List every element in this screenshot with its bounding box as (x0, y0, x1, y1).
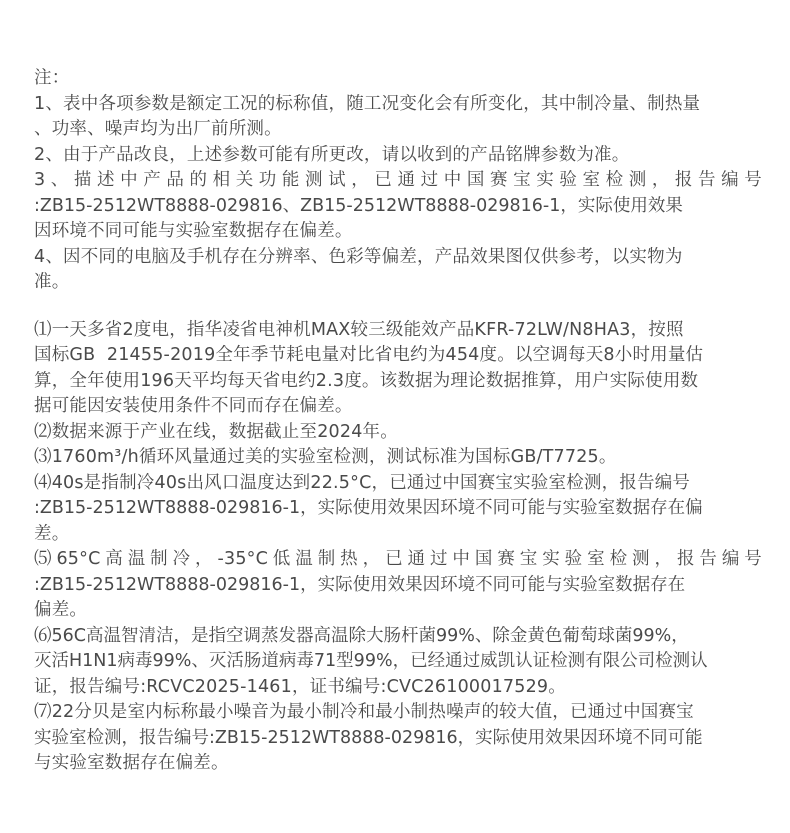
note-line: :ZB15-2512WT8888-029816、ZB15-2512WT8888-029816-1，实际使用效果 (34, 195, 683, 216)
footnote-line: ⑸65°C高温制冷，-35°C低温制热，已通过中国赛宝实验室检测，报告编号 (34, 549, 762, 569)
footnote-line: :ZB15-2512WT8888-029816-1，实际使用效果因环境不同可能与实验室数据存在偏 (34, 498, 703, 518)
footnote-line: 差。 (34, 523, 70, 544)
footnote-line: ⑵数据来源于产业在线，数据截止至2024年。 (34, 421, 398, 442)
note-line: 4、因不同的电脑及手机存在分辨率、色彩等偏差，产品效果图仅供参考，以实物为 (34, 246, 683, 267)
note-line: 3、描述中产品的相关功能测试，已通过中国赛宝实验室检测，报告编号 (34, 170, 762, 190)
footnote-line: 偏差。 (34, 600, 88, 620)
footnote-line: 算，全年使用196天平均每天省电约2.3度。该数据为理论数据推算，用户实际使用数 (34, 370, 699, 391)
footnote-line: :ZB15-2512WT8888-029816-1，实际使用效果因环境不同可能与实验室数据存在 (34, 574, 686, 595)
footnote-line: ⑶1760m³/h循环风量通过美的实验室检测，测试标准为国标GB/T7725。 (34, 447, 617, 467)
note-line: 因环境不同可能与实验室数据存在偏差。 (34, 221, 353, 241)
footnote-line: ⑺22分贝是室内标称最小噪音为最小制冷和最小制热噪声的较大值，已通过中国赛宝 (34, 702, 694, 722)
note-line: 2、由于产品改良，上述参数可能有所更改，请以收到的产品铭牌参数为准。 (34, 144, 630, 165)
footnote-line: 实验室检测，报告编号:ZB15-2512WT8888-029816，实际使用效果因环境不同可能 (34, 727, 703, 748)
footnote-line: 证，报告编号:RCVC2025-1461，证书编号:CVC26100017529。 (34, 676, 566, 697)
notes-heading: 注： (34, 68, 70, 88)
note-line: 准。 (34, 272, 70, 292)
footnote-line: 与实验室数据存在偏差。 (34, 753, 229, 773)
footnote-line: ⑴一天多省2度电，指华凌省电神机MAX较三级能效产品KFR-72LW/N8HA3，按照 (34, 319, 684, 340)
footnote-line: ⑷40s是指制冷40s出风口温度达到22.5°C，已通过中国赛宝实验室检测，报告编号 (34, 472, 691, 493)
footnote-line: 国标GB 21455-2019全年季节耗电量对比省电约为454度。以空调每天8小时用量估 (34, 345, 704, 365)
section-gap (34, 296, 780, 318)
footnote-line: 灭活H1N1病毒99%、灭活肠道病毒71型99%，已经通过威凯认证检测有限公司检测认 (34, 651, 708, 671)
note-line: 1、表中各项参数是额定工况的标称值，随工况变化会有所变化，其中制冷量、制热量 (34, 93, 701, 114)
footnote-line: 据可能因安装使用条件不同而存在偏差。 (34, 396, 353, 416)
note-line: 、功率、噪声均为出厂前所测。 (34, 119, 282, 139)
footnote-line: ⑹56C高温智清洁，是指空调蒸发器高温除大肠杆菌99%、除金黄色葡萄球菌99%， (34, 625, 689, 646)
disclaimer-document (34, 66, 780, 777)
